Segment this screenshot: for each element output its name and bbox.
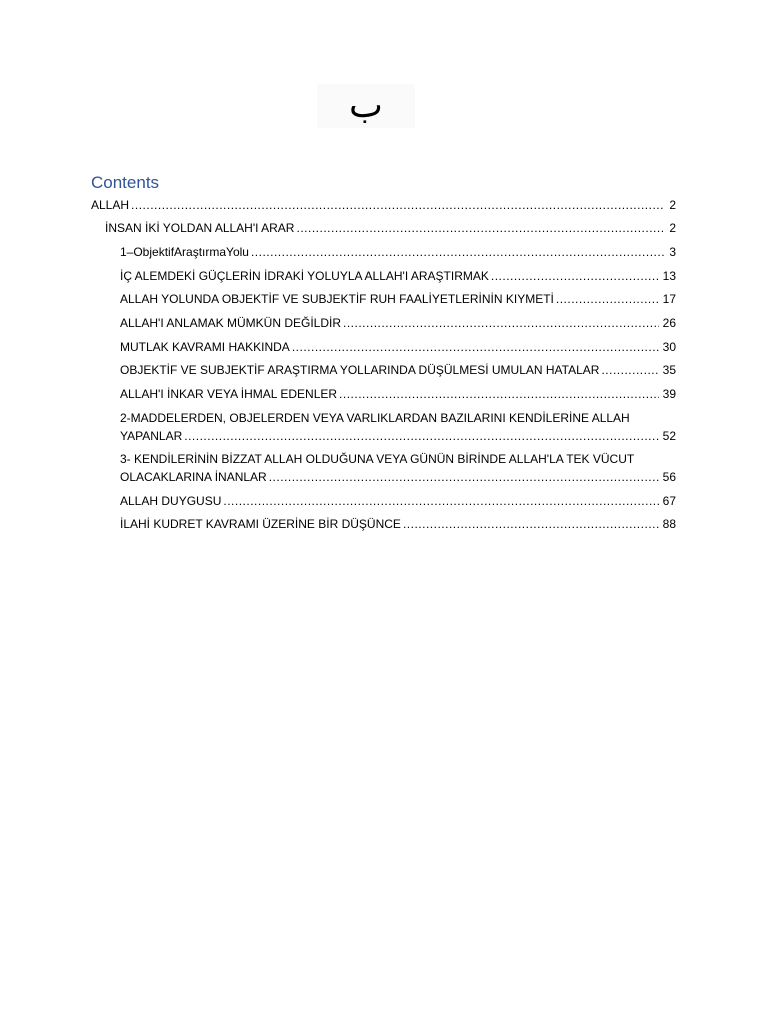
toc-entry-ilahi-kudret[interactable]: [120, 515, 676, 533]
toc-entry-text: MUTLAK KAVRAMI HAKKINDA: [120, 340, 290, 354]
toc-entry-text-line1: 3- KENDİLERİNİN BİZZAT ALLAH OLDUĞUNA VEYA GÜNÜN BİRİNDE ALLAH'LA TEK VÜCUT: [120, 452, 635, 466]
toc-entry-page: 88: [662, 517, 676, 531]
toc-entry-allah-yapanlar[interactable]: [120, 409, 676, 445]
toc-entry-page: 67: [662, 494, 676, 508]
toc-leader-dots: [296, 219, 665, 237]
toc-entry-ruh-faaliyetleri[interactable]: [120, 290, 676, 308]
toc-entry-mutlak-kavrami[interactable]: [120, 338, 676, 356]
toc-entry-arastirma-hatalari[interactable]: [120, 361, 676, 379]
header-glyph: ب: [349, 85, 383, 126]
toc-entry-page: 2: [669, 198, 676, 212]
toc-entry-text: 1–ObjektifAraştırmaYolu: [120, 245, 249, 259]
toc-entry-page: 56: [662, 470, 676, 484]
header-arabic-mark: [317, 84, 415, 128]
toc-entry-text: ALLAH DUYGUSU: [120, 494, 222, 508]
toc-entry-ic-alemdeki-gucler[interactable]: [120, 267, 676, 285]
toc-entry-text: ALLAH: [91, 198, 130, 212]
toc-leader-dots: [343, 314, 659, 332]
toc-entry-text: İLAHİ KUDRET KAVRAMI ÜZERİNE BİR DÜŞÜNCE: [120, 517, 401, 531]
toc-entry-text: İÇ ALEMDEKİ GÜÇLERİN İDRAKİ YOLUYLA ALLAH'I ARAŞTIRMAK: [120, 269, 489, 283]
toc-entry-text: ALLAH'I ANLAMAK MÜMKÜN DEĞİLDİR: [120, 316, 342, 330]
toc-leader-dots: [184, 427, 658, 445]
toc-entry-allahi-anlamak[interactable]: [120, 314, 676, 332]
toc-leader-dots: [601, 361, 658, 379]
toc-entry-objektif-arastirma-yolu[interactable]: [120, 243, 676, 261]
toc-title: Contents: [91, 173, 160, 192]
toc-leader-dots: [269, 468, 659, 486]
toc-entry-insan-iki-yoldan[interactable]: [105, 219, 676, 237]
toc-leader-dots: [251, 243, 665, 261]
toc-entry-tek-vucut[interactable]: [120, 450, 676, 486]
toc-entry-text: YAPANLAR: [120, 429, 183, 443]
toc-leader-dots: [339, 385, 659, 403]
toc-entry-page: 13: [662, 269, 676, 283]
toc-leader-dots: [556, 290, 659, 308]
toc-leader-dots: [292, 338, 659, 356]
toc-leader-dots: [403, 515, 659, 533]
toc-entry-allah-duygusu[interactable]: [120, 492, 676, 510]
toc-entry-inkar-edenler[interactable]: [120, 385, 676, 403]
toc-entry-text: OBJEKTİF VE SUBJEKTİF ARAŞTIRMA YOLLARINDA DÜŞÜLMESİ UMULAN HATALAR: [120, 363, 600, 377]
toc-entry-allah[interactable]: [91, 196, 676, 214]
toc-entry-page: 35: [662, 363, 676, 377]
toc-entry-page: 26: [662, 316, 676, 330]
toc-entry-text: ALLAH YOLUNDA OBJEKTİF VE SUBJEKTİF RUH FAALİYETLERİNİN KIYMETİ: [120, 292, 554, 306]
toc-entry-page: 2: [669, 221, 676, 235]
toc-leader-dots: [223, 492, 658, 510]
toc-entry-page: 52: [662, 429, 676, 443]
toc-entry-page: 17: [662, 292, 676, 306]
toc-leader-dots: [131, 196, 665, 214]
toc-entry-page: 30: [662, 340, 676, 354]
toc-entry-text: ALLAH'I İNKAR VEYA İHMAL EDENLER: [120, 387, 338, 401]
toc-entry-page: 3: [669, 245, 676, 259]
toc-leader-dots: [491, 267, 659, 285]
toc-entry-text: İNSAN İKİ YOLDAN ALLAH'I ARAR: [105, 221, 295, 235]
toc-entry-text: OLACAKLARINA İNANLAR: [120, 470, 267, 484]
toc-entry-page: 39: [662, 387, 676, 401]
toc-entry-text-line1: 2-MADDELERDEN, OBJELERDEN VEYA VARLIKLARDAN BAZILARINI KENDİLERİNE ALLAH: [120, 411, 630, 425]
